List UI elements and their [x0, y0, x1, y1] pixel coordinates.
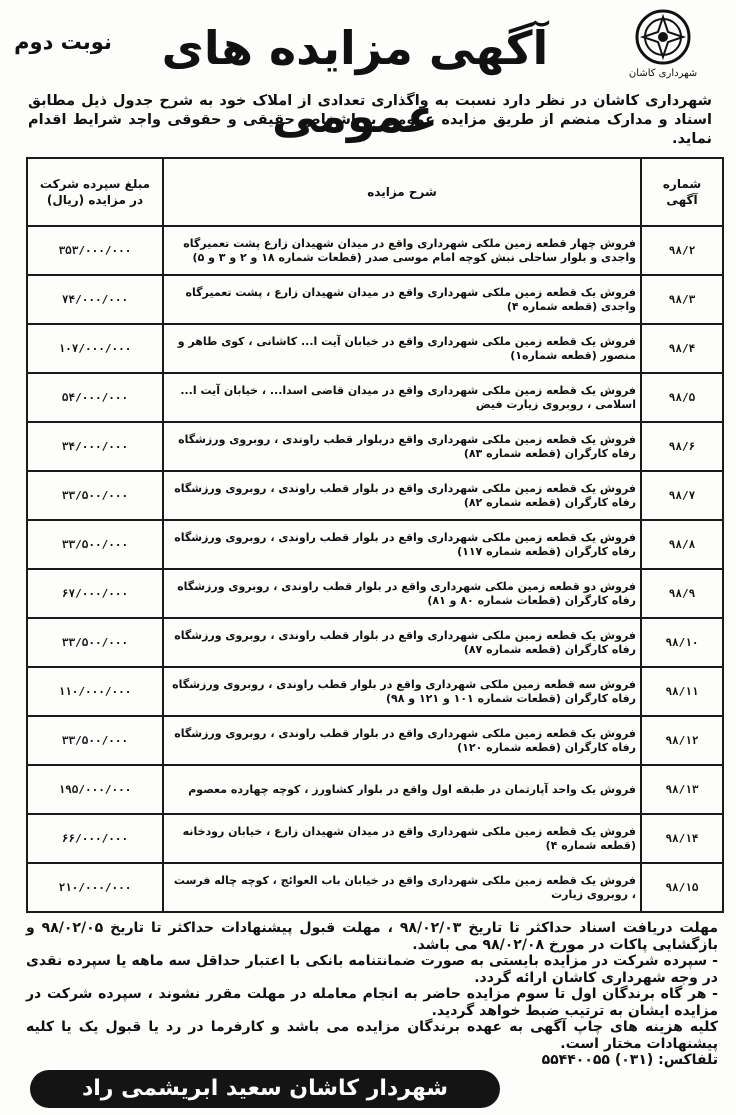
deposit-amount: ۱۹۵/۰۰۰/۰۰۰ — [27, 765, 163, 814]
table-row — [27, 520, 723, 569]
table-row — [27, 569, 723, 618]
auction-description: فروش چهار قطعه زمین ملکی شهرداری واقع در میدان شهیدان زارع پشت تعمیرگاه واجدی و بلوار ساحلی نبش کوچه امام موسی صدر (قطعات شماره ۱۸ و ۲ و ۳ و ۵) — [163, 226, 641, 275]
note-deadlines: مهلت دریافت اسناد حداکثر تا تاریخ ۹۸/۰۲/۰۳ ، مهلت قبول پیشنهادات حداکثر تا تاریخ ۹۸/۰۲/۰۵ و بازگشایی پاکات در مورخ ۹۸/۰۲/۰۸ می باشد. — [26, 920, 718, 953]
auction-description: فروش یک قطعه زمین ملکی شهرداری واقع در خیابان باب العوائج ، کوچه چاله فرست ، روبروی زیارت — [163, 863, 641, 912]
notice-number: ۹۸/۱۱ — [641, 667, 723, 716]
notice-number: ۹۸/۱۳ — [641, 765, 723, 814]
emblem-icon — [634, 8, 692, 66]
deposit-amount: ۳۳/۵۰۰/۰۰۰ — [27, 520, 163, 569]
col-header-number: شماره آگهی — [641, 158, 723, 226]
auction-description: فروش یک واحد آپارتمان در طبقه اول واقع در بلوار کشاورز ، کوچه چهارده معصوم — [163, 765, 641, 814]
notice-number: ۹۸/۹ — [641, 569, 723, 618]
table-row — [27, 471, 723, 520]
deposit-amount: ۶۷/۰۰۰/۰۰۰ — [27, 569, 163, 618]
table-row — [27, 667, 723, 716]
notice-number: ۹۸/۶ — [641, 422, 723, 471]
table-row — [27, 863, 723, 912]
note-forfeit: - هر گاه برندگان اول تا سوم مزایده حاضر به انجام معامله در مهلت مقرر نشوند ، سپرده شرکت در مزایده ایشان به ترتیب ضبط خواهد گردید. — [26, 986, 718, 1019]
deposit-amount: ۷۴/۰۰۰/۰۰۰ — [27, 275, 163, 324]
deposit-amount: ۳۳/۵۰۰/۰۰۰ — [27, 618, 163, 667]
auction-description: فروش یک قطعه زمین ملکی شهرداری واقع در بلوار قطب راوندی ، روبروی ورزشگاه رفاه کارگران (قطعه شماره ۱۱۷) — [163, 520, 641, 569]
phone-number: (۰۳۱) ۵۵۴۴۰۰۵۵ — [541, 1052, 654, 1068]
deposit-amount: ۳۴/۰۰۰/۰۰۰ — [27, 422, 163, 471]
logo-text: شهرداری کاشان — [628, 68, 698, 79]
notice-number: ۹۸/۸ — [641, 520, 723, 569]
auction-description: فروش یک قطعه زمین ملکی شهرداری واقع در میدان شهیدان زارع ، خیابان رودخانه (قطعه شماره ۴) — [163, 814, 641, 863]
table-row — [27, 324, 723, 373]
deposit-amount: ۵۴/۰۰۰/۰۰۰ — [27, 373, 163, 422]
note-costs: کلیه هزینه های چاپ آگهی به عهده برندگان مزایده می باشد و کارفرما در رد یا قبول یک یا کلیه پیشنهادات مختار است. — [26, 1019, 718, 1052]
auction-description: فروش سه قطعه زمین ملکی شهرداری واقع در بلوار قطب راوندی ، روبروی ورزشگاه رفاه کارگران (قطعات شماره ۱۰۱ و ۱۲۱ و ۹۸) — [163, 667, 641, 716]
table-row — [27, 716, 723, 765]
page-title: آگهی مزایده های عمومی — [161, 21, 549, 143]
notice-number: ۹۸/۴ — [641, 324, 723, 373]
deposit-amount: ۶۶/۰۰۰/۰۰۰ — [27, 814, 163, 863]
deposit-amount: ۲۱۰/۰۰۰/۰۰۰ — [27, 863, 163, 912]
auction-description: فروش یک قطعه زمین ملکی شهرداری واقع در بلوار قطب راوندی ، روبروی ورزشگاه رفاه کارگران (قطعه شماره ۱۲۰) — [163, 716, 641, 765]
auction-description: فروش یک قطعه زمین ملکی شهرداری واقع در بلوار قطب راوندی ، روبروی ورزشگاه رفاه کارگران (قطعه شماره ۸۲) — [163, 471, 641, 520]
table-row — [27, 275, 723, 324]
signature-bar: شهردار کاشان سعید ابریشمی راد — [30, 1070, 500, 1108]
col-header-deposit: مبلغ سپرده شرکت در مزایده (ریال) — [27, 158, 163, 226]
round-label: نوبت دوم — [14, 30, 112, 54]
phone-line — [26, 1052, 718, 1069]
auction-description: فروش دو قطعه زمین ملکی شهرداری واقع در بلوار قطب راوندی ، روبروی ورزشگاه رفاه کارگران (قطعات شماره ۸۰ و ۸۱) — [163, 569, 641, 618]
notice-number: ۹۸/۷ — [641, 471, 723, 520]
phone-label: تلفاکس: — [658, 1052, 718, 1068]
auction-description: فروش یک قطعه زمین ملکی شهرداری واقع دربلوار قطب راوندی ، روبروی ورزشگاه رفاه کارگران (قطعه شماره ۸۳) — [163, 422, 641, 471]
notice-number: ۹۸/۵ — [641, 373, 723, 422]
notice-number: ۹۸/۱۴ — [641, 814, 723, 863]
notice-number: ۹۸/۱۲ — [641, 716, 723, 765]
table-row — [27, 226, 723, 275]
table-header-row — [27, 158, 723, 226]
notice-number: ۹۸/۲ — [641, 226, 723, 275]
auction-description: فروش یک قطعه زمین ملکی شهرداری واقع در بلوار قطب راوندی ، روبروی ورزشگاه رفاه کارگران (قطعه شماره ۸۷) — [163, 618, 641, 667]
intro-text: شهرداری کاشان در نظر دارد نسبت به واگذاری تعدادی از املاک خود به شرح جدول ذیل مطابق اسناد و مدارک منضم از طریق مزایده عمومی به اشخاص حقیقی و حقوقی واجد شرایط اقدام نماید. — [28, 93, 712, 147]
table-row — [27, 422, 723, 471]
deposit-amount: ۱۰۷/۰۰۰/۰۰۰ — [27, 324, 163, 373]
notice-number: ۹۸/۳ — [641, 275, 723, 324]
deposit-amount: ۱۱۰/۰۰۰/۰۰۰ — [27, 667, 163, 716]
col-header-description: شرح مزایده — [163, 158, 641, 226]
table-row — [27, 373, 723, 422]
deposit-amount: ۳۵۳/۰۰۰/۰۰۰ — [27, 226, 163, 275]
municipality-logo — [604, 8, 722, 88]
auction-table — [26, 157, 724, 913]
auction-description: فروش یک قطعه زمین ملکی شهرداری واقع در میدان قاضی اسدا... ، خیابان آیت ا... اسلامی ، روبروی زیارت فیض — [163, 373, 641, 422]
notice-number: ۹۸/۱۰ — [641, 618, 723, 667]
table-row — [27, 765, 723, 814]
deposit-amount: ۳۳/۵۰۰/۰۰۰ — [27, 471, 163, 520]
table-row — [27, 814, 723, 863]
auction-description: فروش یک قطعه زمین ملکی شهرداری واقع در میدان شهیدان زارع ، پشت تعمیرگاه واجدی (قطعه شماره ۴) — [163, 275, 641, 324]
note-deposit: - سپرده شرکت در مزایده بایستی به صورت ضمانتنامه بانکی با اعتبار حداقل سه ماهه یا سپرده نقدی در وجه شهرداری کاشان ارائه گردد. — [26, 953, 718, 986]
deposit-amount: ۳۳/۵۰۰/۰۰۰ — [27, 716, 163, 765]
notice-number: ۹۸/۱۵ — [641, 863, 723, 912]
auction-description: فروش یک قطعه زمین ملکی شهرداری واقع در خیابان آیت ا... کاشانی ، کوی طاهر و منصور (قطعه شماره۱) — [163, 324, 641, 373]
notes-section — [22, 920, 722, 1068]
table-row — [27, 618, 723, 667]
